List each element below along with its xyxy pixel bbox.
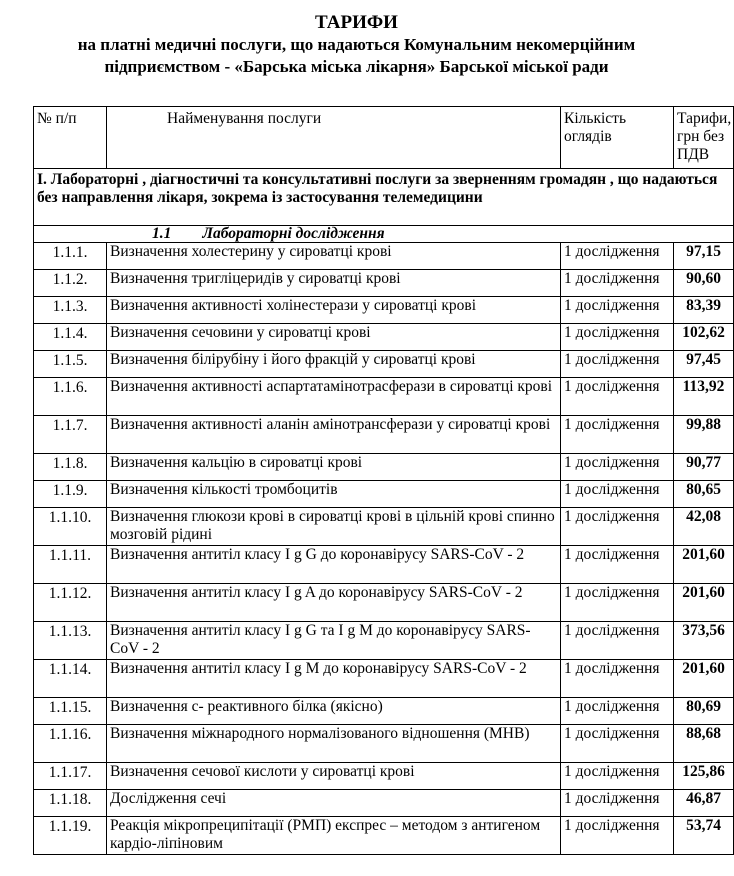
service-name: Визначення с- реактивного білка (якісно): [107, 698, 561, 725]
service-quantity: 1 дослідження: [561, 243, 674, 270]
service-name: Визначення кальцію в сироватці крові: [107, 454, 561, 481]
table-row: [34, 324, 734, 351]
service-quantity: 1 дослідження: [561, 416, 674, 454]
table-header-row: [34, 107, 734, 169]
row-number: 1.1.10.: [34, 508, 107, 546]
service-quantity: 1 дослідження: [561, 481, 674, 508]
section-row: [34, 169, 734, 226]
service-price: 201,60: [674, 584, 734, 622]
service-price: 99,88: [674, 416, 734, 454]
document-subtitle-line-2: підприємством - «Барська міська лікарня» Барської міської ради: [104, 57, 609, 76]
service-price: 83,39: [674, 297, 734, 324]
column-header-name: Найменування послуги: [107, 107, 561, 169]
column-header-quantity: Кількість оглядів: [561, 107, 674, 169]
row-number: 1.1.1.: [34, 243, 107, 270]
service-price: 125,86: [674, 763, 734, 790]
table-row: [34, 243, 734, 270]
service-name: Реакція мікропреципітації (РМП) експрес – методом з антигеном кардіо-ліпіновим: [107, 817, 561, 855]
service-quantity: 1 дослідження: [561, 546, 674, 584]
service-name: Визначення сечовини у сироватці крові: [107, 324, 561, 351]
row-number: 1.1.3.: [34, 297, 107, 324]
service-name: Визначення тригліцеридів у сироватці крові: [107, 270, 561, 297]
service-name: Визначення антитіл класу I g A до коронавірусу SARS-CoV - 2: [107, 584, 561, 622]
table-row: [34, 817, 734, 855]
row-number: 1.1.19.: [34, 817, 107, 855]
service-quantity: 1 дослідження: [561, 454, 674, 481]
table-row: [34, 790, 734, 817]
service-price: 97,45: [674, 351, 734, 378]
service-quantity: 1 дослідження: [561, 378, 674, 416]
service-name: Визначення активності аспартатамінотрасферази в сироватці крові: [107, 378, 561, 416]
service-rows: [34, 243, 734, 855]
service-price: 102,62: [674, 324, 734, 351]
service-price: 88,68: [674, 725, 734, 763]
service-quantity: 1 дослідження: [561, 622, 674, 660]
service-name: Визначення антитіл класу I g G та I g M до коронавірусу SARS- CoV - 2: [107, 622, 561, 660]
service-name: Визначення глюкози крові в сироватці крові в цільній крові спинно мозговій рідині: [107, 508, 561, 546]
service-price: 113,92: [674, 378, 734, 416]
column-header-price: Тарифи, грн без ПДВ: [674, 107, 734, 169]
service-price: 97,15: [674, 243, 734, 270]
row-number: 1.1.4.: [34, 324, 107, 351]
table-row: [34, 270, 734, 297]
service-quantity: 1 дослідження: [561, 270, 674, 297]
row-number: 1.1.7.: [34, 416, 107, 454]
row-number: 1.1.13.: [34, 622, 107, 660]
tariffs-table: [33, 106, 734, 855]
service-name: Визначення міжнародного нормалізованого відношення (МНВ): [107, 725, 561, 763]
service-price: 46,87: [674, 790, 734, 817]
service-price: 80,65: [674, 481, 734, 508]
table-row: [34, 584, 734, 622]
table-row: [34, 763, 734, 790]
document-header: [0, 12, 713, 78]
service-price: 373,56: [674, 622, 734, 660]
service-name: Визначення активності холінестерази у сироватці крові: [107, 297, 561, 324]
service-name: Визначення кількості тромбоцитів: [107, 481, 561, 508]
service-quantity: 1 дослідження: [561, 508, 674, 546]
row-number: 1.1.16.: [34, 725, 107, 763]
row-number: 1.1.18.: [34, 790, 107, 817]
service-quantity: 1 дослідження: [561, 584, 674, 622]
table-row: [34, 416, 734, 454]
table-row: [34, 508, 734, 546]
row-number: 1.1.5.: [34, 351, 107, 378]
row-number: 1.1.12.: [34, 584, 107, 622]
row-number: 1.1.6.: [34, 378, 107, 416]
subsection-number: 1.1: [152, 225, 172, 242]
subsection-row: [34, 226, 734, 243]
table-row: [34, 725, 734, 763]
row-number: 1.1.11.: [34, 546, 107, 584]
service-price: 201,60: [674, 660, 734, 698]
service-price: 53,74: [674, 817, 734, 855]
document-title: ТАРИФИ: [315, 12, 398, 33]
service-quantity: 1 дослідження: [561, 763, 674, 790]
service-name: Визначення холестерину у сироватці крові: [107, 243, 561, 270]
section-title: І. Лабораторні , діагностичні та консультативні послуги за зверненням громадян , що надаються без направлення лікаря, зокрема із застосування телемедицини: [34, 169, 734, 226]
service-price: 90,77: [674, 454, 734, 481]
service-name: Визначення білірубіну і його фракцій у сироватці крові: [107, 351, 561, 378]
table-row: [34, 297, 734, 324]
service-price: 42,08: [674, 508, 734, 546]
service-name: Визначення антитіл класу I g G до коронавірусу SARS-CoV - 2: [107, 546, 561, 584]
column-header-number: № п/п: [34, 107, 107, 169]
service-name: Визначення сечової кислоти у сироватці крові: [107, 763, 561, 790]
table-row: [34, 454, 734, 481]
row-number: 1.1.15.: [34, 698, 107, 725]
service-name: Визначення активності аланін амінотрансферази у сироватці крові: [107, 416, 561, 454]
table-row: [34, 622, 734, 660]
service-name: Визначення антитіл класу I g M до коронавірусу SARS-CoV - 2: [107, 660, 561, 698]
service-quantity: 1 дослідження: [561, 324, 674, 351]
table-row: [34, 351, 734, 378]
service-quantity: 1 дослідження: [561, 698, 674, 725]
service-quantity: 1 дослідження: [561, 817, 674, 855]
service-quantity: 1 дослідження: [561, 351, 674, 378]
service-price: 90,60: [674, 270, 734, 297]
table-row: [34, 660, 734, 698]
service-quantity: 1 дослідження: [561, 725, 674, 763]
subsection-label: Лабораторні дослідження: [202, 225, 385, 242]
table-row: [34, 546, 734, 584]
document-subtitle-line-1: на платні медичні послуги, що надаються Комунальним некомерційним: [77, 35, 636, 54]
row-number: 1.1.14.: [34, 660, 107, 698]
subsection-title: [34, 226, 734, 243]
service-price: 201,60: [674, 546, 734, 584]
row-number: 1.1.9.: [34, 481, 107, 508]
row-number: 1.1.17.: [34, 763, 107, 790]
table-row: [34, 378, 734, 416]
table-row: [34, 698, 734, 725]
service-quantity: 1 дослідження: [561, 790, 674, 817]
row-number: 1.1.8.: [34, 454, 107, 481]
service-quantity: 1 дослідження: [561, 660, 674, 698]
row-number: 1.1.2.: [34, 270, 107, 297]
service-name: Дослідження сечі: [107, 790, 561, 817]
table-row: [34, 481, 734, 508]
service-quantity: 1 дослідження: [561, 297, 674, 324]
service-price: 80,69: [674, 698, 734, 725]
